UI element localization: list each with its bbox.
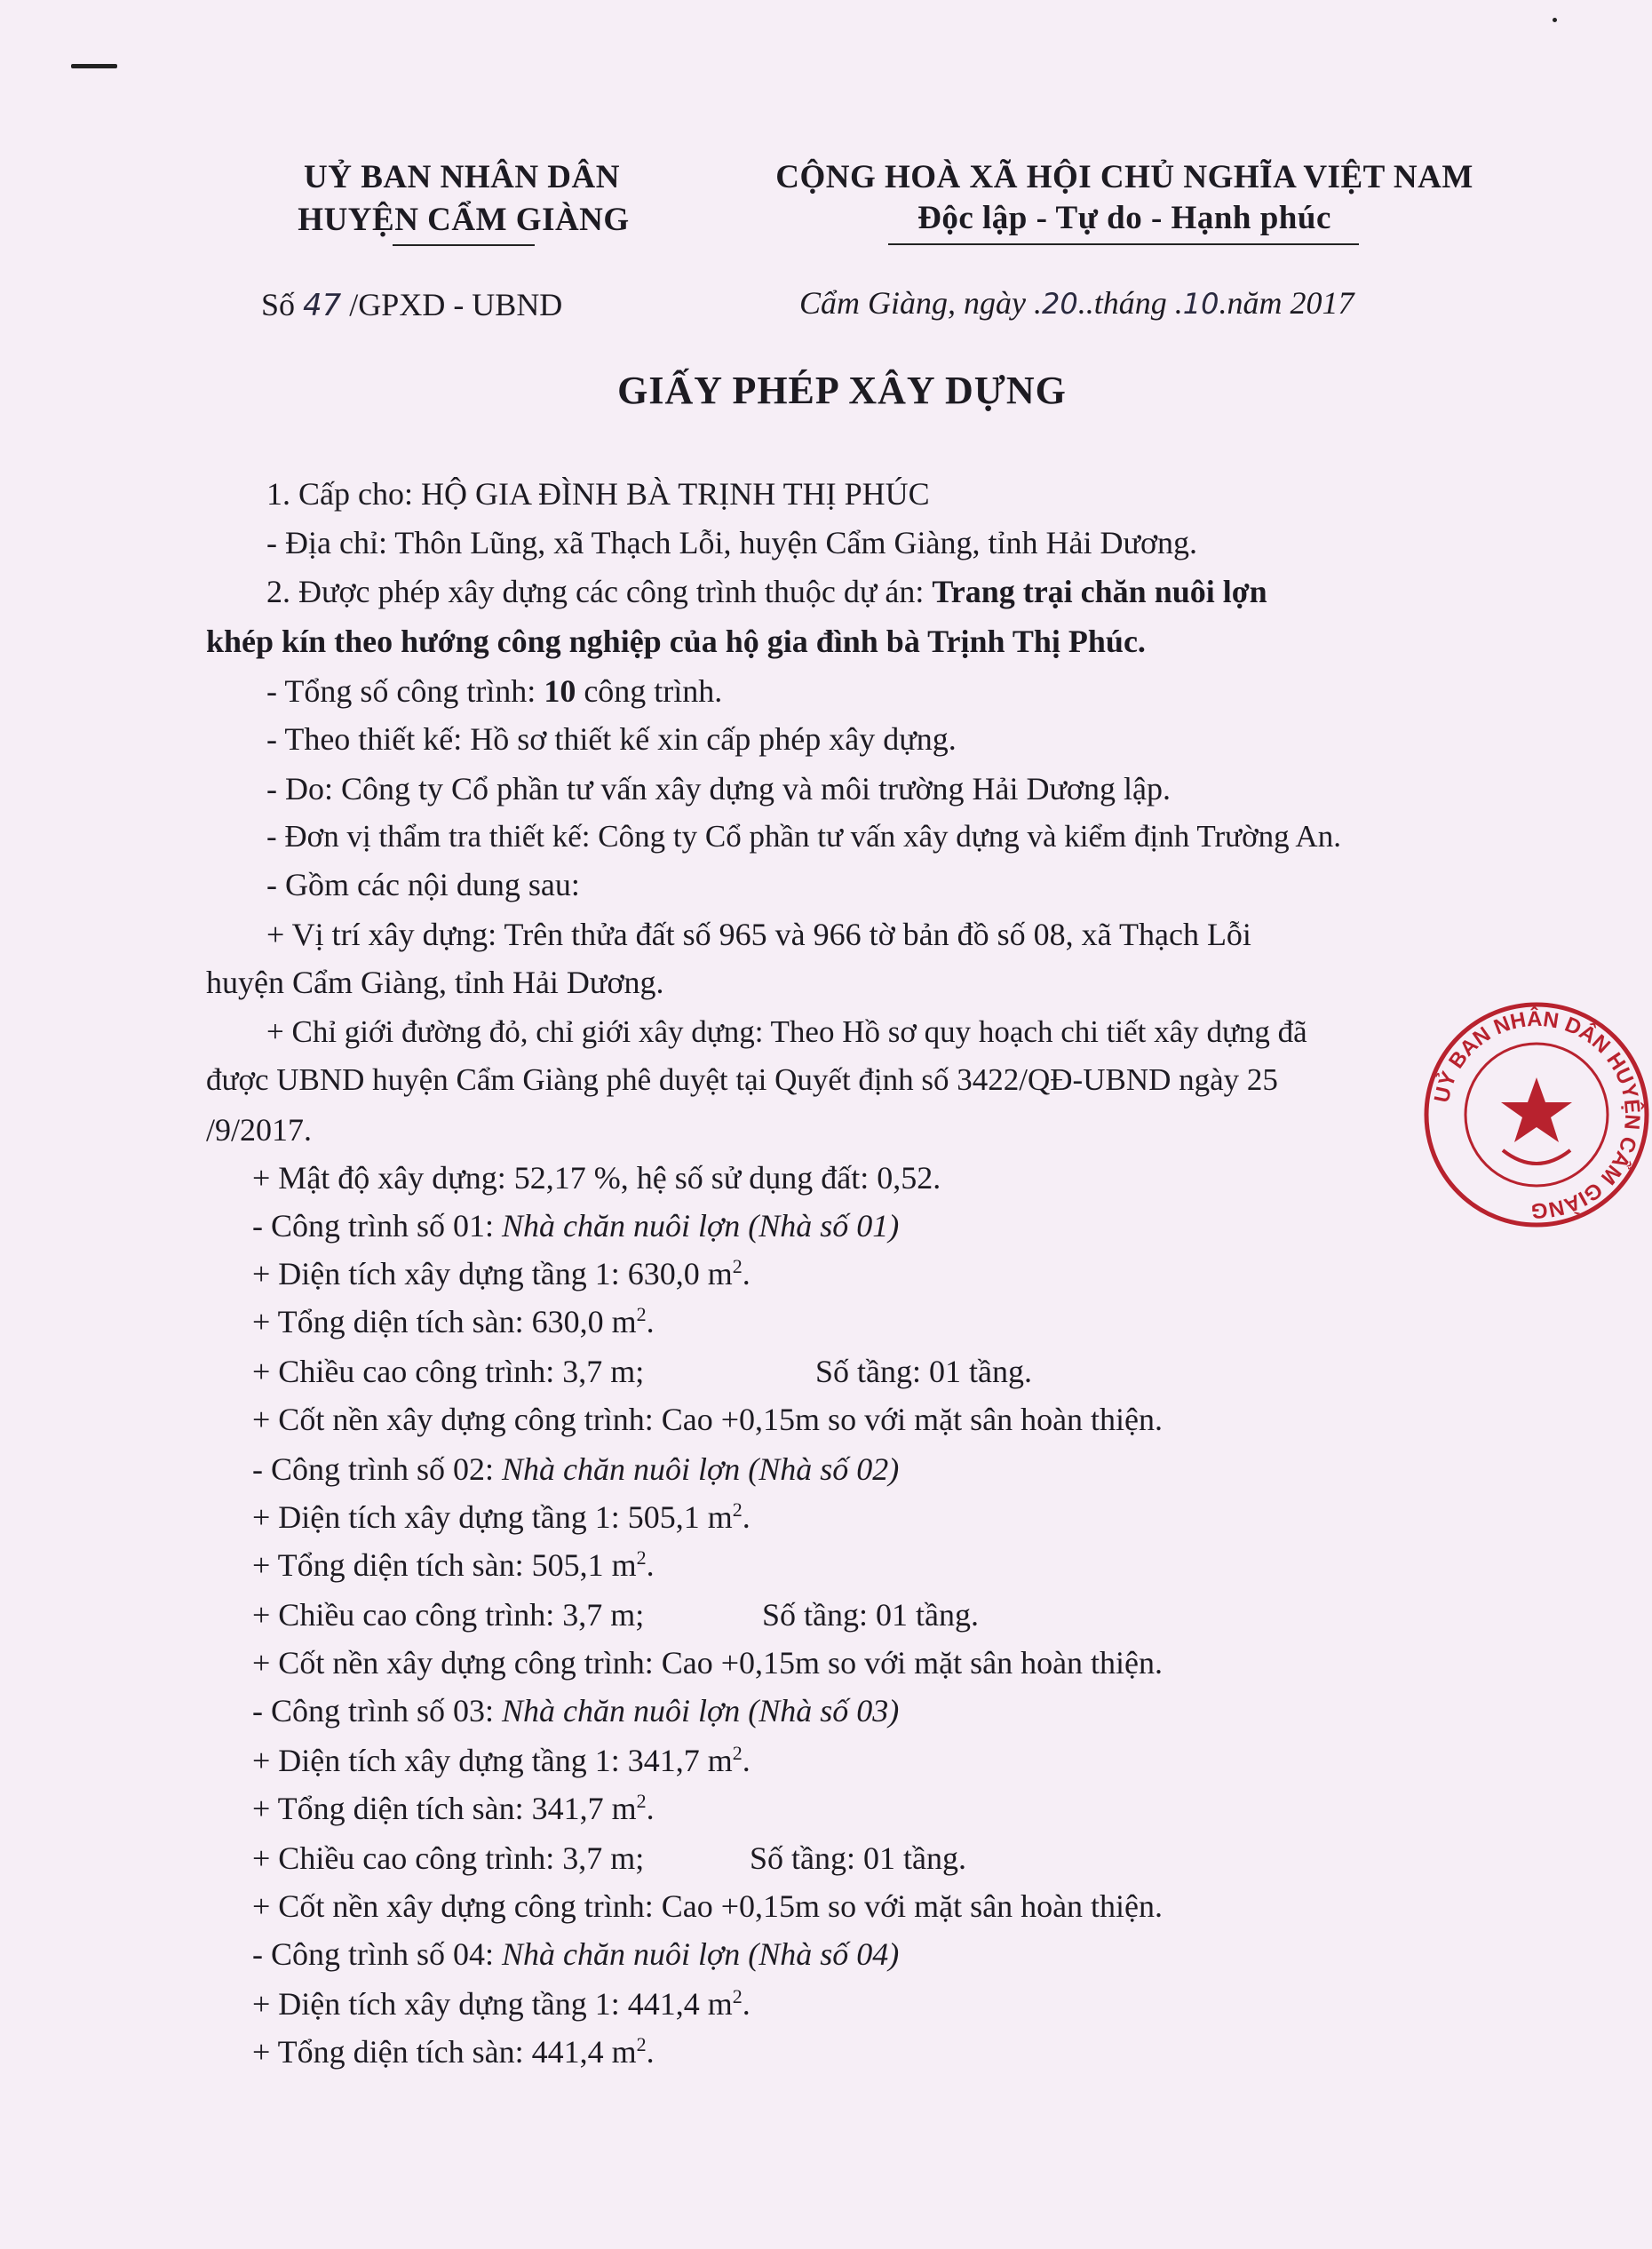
work-area-total: + Tổng diện tích sàn: 505,1 $m^2$. — [252, 1546, 655, 1583]
body-line-boundary-date: /9/2017. — [206, 1112, 313, 1148]
work-heading — [252, 1203, 899, 1249]
date-prefix: Cẩm Giàng, ngày . — [799, 285, 1042, 321]
work-area-total: + Tổng diện tích sàn: 630,0 $m^2$. — [252, 1303, 655, 1339]
work-area-floor1-text: + Diện tích xây dựng tầng 1: 505,1 m — [252, 1499, 733, 1535]
work-area-total-text: + Tổng diện tích sàn: 441,4 m — [252, 2034, 637, 2070]
work-level: + Cốt nền xây dựng công trình: Cao +0,15m so với mặt sân hoàn thiện. — [252, 1402, 1164, 1437]
work-level: + Cốt nền xây dựng công trình: Cao +0,15m so với mặt sân hoàn thiện. — [252, 1645, 1164, 1681]
body-line-location-cont: huyện Cẩm Giàng, tỉnh Hải Dương. — [206, 965, 664, 1000]
work-name: Nhà chăn nuôi lợn (Nhà số 04) — [502, 1936, 900, 1972]
body-line-reviewer: - Đơn vị thẩm tra thiết kế: Công ty Cổ phần tư vấn xây dựng và kiểm định Trường An. — [266, 819, 1341, 854]
stamp-text: UỶ BAN NHÂN DÂN HUYỆN CẨM GIÀNG — [1429, 1006, 1645, 1223]
work-floors: Số tầng: 01 tầng. — [762, 1597, 979, 1633]
work-label: - Công trình số 02: — [252, 1451, 503, 1487]
number-suffix: /GPXD - UBND — [349, 287, 563, 322]
agency-district: HUYỆN CẨM GIÀNG — [298, 202, 630, 238]
work-area-floor1-text: + Diện tích xây dựng tầng 1: 441,4 m — [252, 1986, 733, 2022]
work-area-total-text: + Tổng diện tích sàn: 505,1 m — [252, 1547, 637, 1583]
body-line-density: + Mật độ xây dựng: 52,17 %, hệ số sử dụng đất: 0,52. — [252, 1160, 941, 1196]
work-height: + Chiều cao công trình: 3,7 m; — [252, 1840, 645, 1876]
work-name: Nhà chăn nuôi lợn (Nhà số 01) — [502, 1208, 900, 1244]
body-line-project-cont: khép kín theo hướng công nghiệp của hộ gia đình bà Trịnh Thị Phúc. — [206, 624, 1146, 659]
work-area-floor1: + Diện tích xây dựng tầng 1: 341,7 $m^2$. — [252, 1742, 751, 1778]
date-mid1: ..tháng . — [1077, 285, 1183, 321]
body-line-boundary-cont: được UBND huyện Cẩm Giàng phê duyệt tại Quyết định số 3422/QĐ-UBND ngày 25 — [206, 1062, 1278, 1097]
national-title: CỘNG HOÀ XÃ HỘI CHỦ NGHĨA VIỆT NAM — [775, 159, 1473, 195]
star-icon — [1501, 1077, 1572, 1142]
work-floors: Số tầng: 01 tầng. — [815, 1354, 1032, 1389]
document-title: GIẤY PHÉP XÂY DỰNG — [617, 369, 1067, 412]
body-line-boundary: + Chỉ giới đường đỏ, chỉ giới xây dựng: Theo Hồ sơ quy hoạch chi tiết xây dựng đã — [266, 1014, 1307, 1049]
sup-2: 2 — [732, 1498, 743, 1521]
sup-2: 2 — [636, 1303, 647, 1325]
work-area-floor1: + Diện tích xây dựng tầng 1: 630,0 $m^2$. — [252, 1255, 751, 1291]
sup-2: 2 — [732, 1742, 743, 1764]
sup-2: 2 — [732, 1985, 743, 2007]
permit-text: 2. Được phép xây dựng các công trình thuộc dự án: — [266, 574, 933, 609]
work-heading — [252, 1446, 899, 1492]
body-line-designer: - Do: Công ty Cổ phần tư vấn xây dựng và môi trường Hải Dương lập. — [266, 771, 1171, 807]
number-prefix: Số — [261, 287, 296, 322]
sup-2: 2 — [732, 1255, 743, 1277]
work-label: - Công trình số 01: — [252, 1208, 503, 1244]
work-heading — [252, 1931, 899, 1977]
work-heading — [252, 1688, 899, 1734]
body-line-location: + Vị trí xây dựng: Trên thửa đất số 965 và 966 tờ bản đồ số 08, xã Thạch Lỗi — [266, 917, 1251, 952]
national-motto: Độc lập - Tự do - Hạnh phúc — [917, 200, 1331, 236]
body-line-address: - Địa chỉ: Thôn Lũng, xã Thạch Lỗi, huyện Cẩm Giàng, tỉnh Hải Dương. — [266, 525, 1198, 560]
sup-2: 2 — [636, 1546, 647, 1569]
body-line-recipient: 1. Cấp cho: HỘ GIA ĐÌNH BÀ TRỊNH THỊ PHÚC — [266, 476, 930, 512]
sup-2: 2 — [636, 1790, 647, 1812]
date-mid2: .năm 2017 — [1219, 285, 1354, 321]
work-height: + Chiều cao công trình: 3,7 m; — [252, 1354, 645, 1389]
date-day: 20 — [1042, 287, 1078, 321]
work-name: Nhà chăn nuôi lợn (Nhà số 02) — [502, 1451, 900, 1487]
sup-2: 2 — [636, 2033, 647, 2055]
work-area-floor1-text: + Diện tích xây dựng tầng 1: 341,7 m — [252, 1743, 733, 1778]
date-month: 10 — [1182, 287, 1219, 321]
total-label: - Tổng số công trình: — [266, 673, 544, 709]
project-name: Trang trại chăn nuôi lợn — [932, 574, 1267, 609]
number-value: 47 — [303, 288, 342, 323]
official-stamp — [1421, 999, 1652, 1230]
body-line-design: - Theo thiết kế: Hồ sơ thiết kế xin cấp phép xây dựng. — [266, 721, 957, 757]
work-label: - Công trình số 04: — [252, 1936, 503, 1972]
body-line-contents: - Gồm các nội dung sau: — [266, 867, 580, 902]
work-area-total: + Tổng diện tích sàn: 341,7 $m^2$. — [252, 1790, 655, 1826]
work-height: + Chiều cao công trình: 3,7 m; — [252, 1597, 645, 1633]
work-name: Nhà chăn nuôi lợn (Nhà số 03) — [502, 1693, 900, 1728]
work-area-floor1: + Diện tích xây dựng tầng 1: 441,4 $m^2$. — [252, 1985, 751, 2022]
work-area-total-text: + Tổng diện tích sàn: 630,0 m — [252, 1304, 637, 1339]
total-unit: công trình. — [576, 673, 723, 709]
body-line-permit — [266, 568, 1267, 615]
work-floors: Số tầng: 01 tầng. — [750, 1840, 966, 1876]
work-area-total-text: + Tổng diện tích sàn: 341,7 m — [252, 1791, 637, 1826]
work-area-floor1-text: + Diện tích xây dựng tầng 1: 630,0 m — [252, 1256, 733, 1291]
body-line-total — [266, 668, 722, 714]
work-label: - Công trình số 03: — [252, 1693, 503, 1728]
work-area-total: + Tổng diện tích sàn: 441,4 $m^2$. — [252, 2033, 655, 2070]
work-level: + Cốt nền xây dựng công trình: Cao +0,15m so với mặt sân hoàn thiện. — [252, 1888, 1164, 1924]
total-count: 10 — [544, 673, 576, 709]
agency-name: UỶ BAN NHÂN DÂN — [304, 159, 620, 195]
work-area-floor1: + Diện tích xây dựng tầng 1: 505,1 $m^2$. — [252, 1498, 751, 1535]
